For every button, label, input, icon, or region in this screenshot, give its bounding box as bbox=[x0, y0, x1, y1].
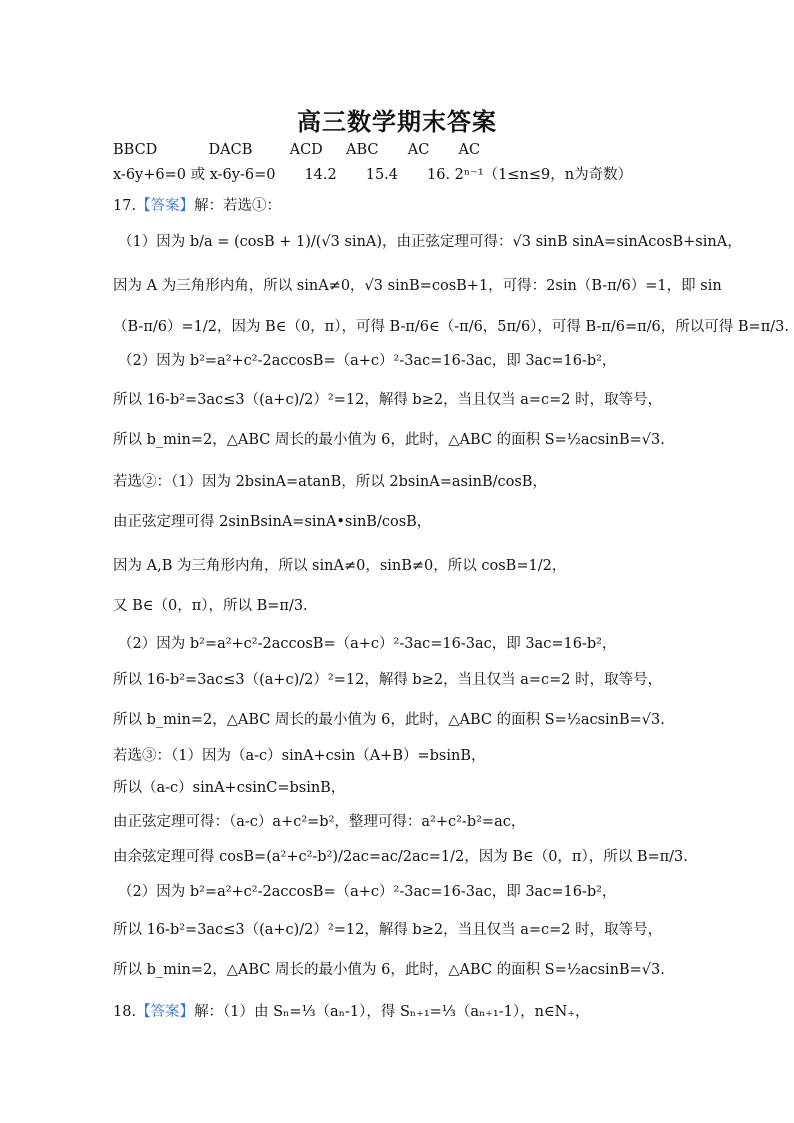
q17-line: 由余弦定理可得 cosB=(a²+c²-b²)/2ac=ac/2ac=1/2，因为 B∈（0，π），所以 B=π/3. bbox=[113, 849, 688, 865]
q17-line: （2）因为 b²=a²+c²-2accosB=（a+c）²-3ac=16-3ac，即 3ac=16-b²， bbox=[118, 884, 617, 900]
q17-heading bbox=[113, 196, 281, 216]
q17-line: 所以 16-b²=3ac≤3（(a+c)/2）²=12，解得 b≥2，当且仅当 a=c=2 时，取等号， bbox=[113, 672, 663, 688]
q17-line: 若选③：（1）因为（a-c）sinA+csin（A+B）=bsinB， bbox=[113, 748, 486, 764]
q17-line: 因为 A 为三角形内角，所以 sinA≠0，√3 sinB=cosB+1，可得：2sin（B-π/6）=1，即 sin bbox=[113, 278, 722, 294]
answer-group: BBCD bbox=[113, 142, 158, 158]
q17-line: （1）因为 b/a = (cosB + 1)/(√3 sinA)，由正弦定理可得：√3 sinB sinA=sinAcosB+sinA， bbox=[118, 234, 742, 250]
q17-line: 所以 b_min=2，△ABC 周长的最小值为 6，此时，△ABC 的面积 S=½acsinB=√3. bbox=[113, 432, 665, 448]
answer-group: AC bbox=[407, 142, 430, 158]
question-number: 17. bbox=[113, 198, 137, 214]
q17-line: 所以 16-b²=3ac≤3（(a+c)/2）²=12，解得 b≥2，当且仅当 a=c=2 时，取等号， bbox=[113, 922, 663, 938]
q17-line: 又 B∈（0，π），所以 B=π/3. bbox=[113, 598, 308, 614]
page-title: 高三数学期末答案 bbox=[297, 107, 497, 136]
q17-line: 所以 b_min=2，△ABC 周长的最小值为 6，此时，△ABC 的面积 S=½acsinB=√3. bbox=[113, 962, 665, 978]
q17-line: 由正弦定理可得：（a-c）a+c²=b²，整理可得：a²+c²-b²=ac， bbox=[113, 814, 526, 830]
answer-group: ABC bbox=[346, 142, 379, 158]
question-number: 18. bbox=[113, 1004, 137, 1020]
q17-line: （2）因为 b²=a²+c²-2accosB=（a+c）²-3ac=16-3ac，即 3ac=16-b²， bbox=[118, 353, 617, 369]
q17-line: 由正弦定理可得 2sinBsinA=sinA•sinB/cosB， bbox=[113, 514, 432, 530]
answer-tag: 【答案】 bbox=[136, 1004, 195, 1020]
answer-tag: 【答案】 bbox=[136, 198, 195, 214]
answer-group: ACD bbox=[289, 142, 323, 158]
q17-line: 所以 16-b²=3ac≤3（(a+c)/2）²=12，解得 b≥2，当且仅当 a=c=2 时，取等号， bbox=[113, 392, 663, 408]
answer-line-2: x-6y+6=0 或 x-6y-6=0 14.2 15.4 16. 2ⁿ⁻¹（1≤n≤9，n为奇数） bbox=[113, 167, 633, 183]
q17-line: 因为 A,B 为三角形内角，所以 sinA≠0，sinB≠0，所以 cosB=1/2， bbox=[113, 558, 567, 574]
q17-line: （B-π/6）=1/2，因为 B∈（0，π），可得 B-π/6∈（-π/6，5π/6），可得 B-π/6=π/6，所以可得 B=π/3. bbox=[113, 319, 789, 335]
q18-heading bbox=[113, 1002, 590, 1022]
answer-group: AC bbox=[458, 142, 481, 158]
q17-line: 若选②：（1）因为 2bsinA=atanB，所以 2bsinA=asinB/cosB， bbox=[113, 474, 547, 490]
answer-group: DACB bbox=[208, 142, 253, 158]
q18-text: 解：（1）由 Sₙ=⅓（aₙ-1），得 Sₙ₊₁=⅓（aₙ₊₁-1），n∈N₊， bbox=[194, 1004, 590, 1020]
heading-text: 解：若选①： bbox=[194, 198, 282, 214]
answer-line-1 bbox=[113, 140, 480, 160]
q17-line: 所以 b_min=2，△ABC 周长的最小值为 6，此时，△ABC 的面积 S=½acsinB=√3. bbox=[113, 712, 665, 728]
q17-line: 所以（a-c）sinA+csinC=bsinB， bbox=[113, 780, 346, 796]
q17-line: （2）因为 b²=a²+c²-2accosB=（a+c）²-3ac=16-3ac，即 3ac=16-b²， bbox=[118, 636, 617, 652]
